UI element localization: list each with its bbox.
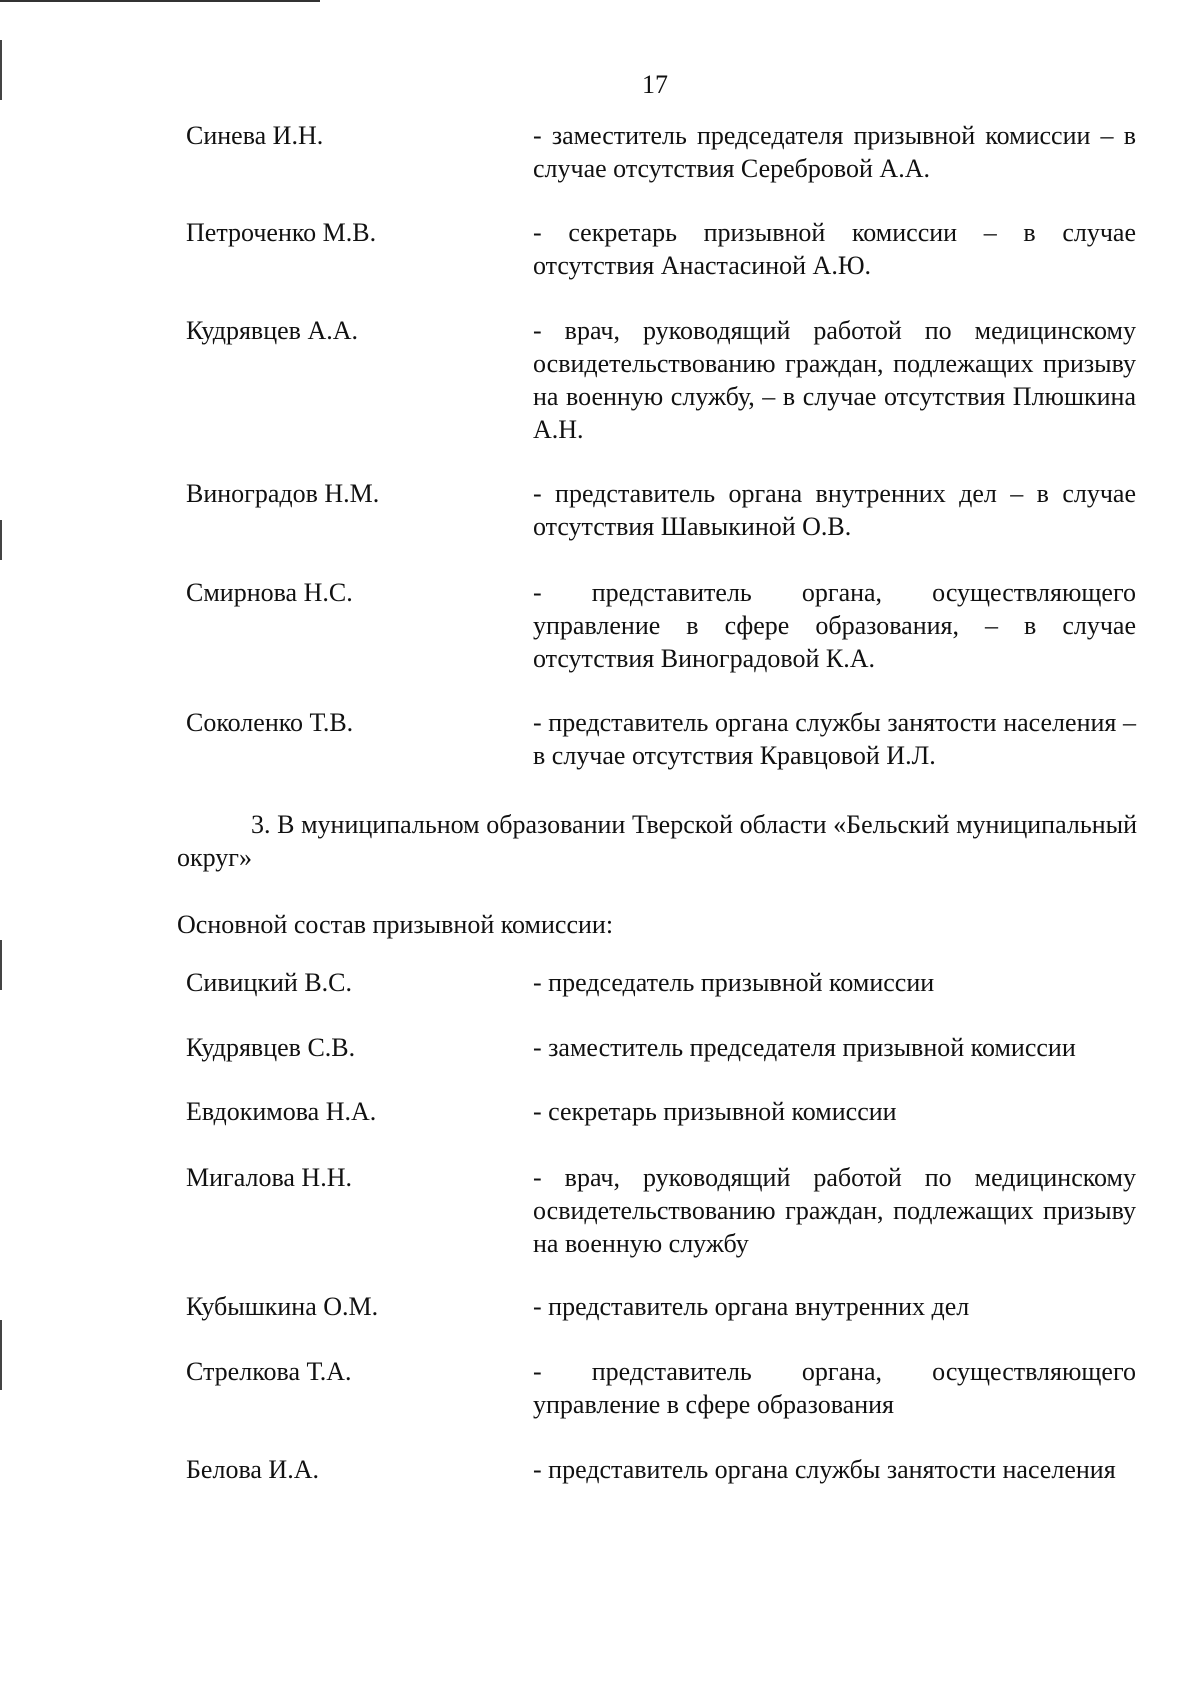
member-name: Белова И.А. (186, 1455, 319, 1484)
page-number: 17 (642, 70, 668, 99)
member-name: Виноградов Н.М. (186, 479, 380, 508)
member-role: - заместитель председателя призывной комиссии – в случае отсутствия Серебровой А.А. (533, 121, 1136, 183)
scan-edge-mark (0, 520, 2, 560)
section-subheading: Основной состав призывной комиссии: (177, 910, 614, 939)
member-name: Смирнова Н.С. (186, 578, 353, 607)
member-role: - представитель органа внутренних дел – в случае отсутствия Шавыкиной О.В. (533, 479, 1136, 541)
member-role: - врач, руководящий работой по медицинскому освидетельствованию граждан, подлежащих призыву на военную службу, – в случае отсутствия Плюшкина А.Н. (533, 316, 1136, 444)
member-role: - представитель органа службы занятости населения – в случае отсутствия Кравцовой И.Л. (533, 708, 1136, 770)
scan-edge-mark (0, 1320, 2, 1390)
member-name: Кудрявцев С.В. (186, 1033, 356, 1062)
member-role: - секретарь призывной комиссии – в случае отсутствия Анастасиной А.Ю. (533, 218, 1136, 280)
member-name: Соколенко Т.В. (186, 708, 354, 737)
member-name: Евдокимова Н.А. (186, 1097, 377, 1126)
member-name: Мигалова Н.Н. (186, 1163, 352, 1192)
member-role: - представитель органа службы занятости населения (533, 1455, 1116, 1484)
member-role: - представитель органа, осуществляющего управление в сфере образования (533, 1357, 1136, 1419)
member-role: - секретарь призывной комиссии (533, 1097, 897, 1126)
member-role: - заместитель председателя призывной комиссии (533, 1033, 1076, 1062)
scan-artifact-line (0, 0, 320, 2)
scan-edge-mark (0, 940, 2, 990)
member-role: - представитель органа, осуществляющего управление в сфере образования, – в случае отсутствия Виноградовой К.А. (533, 578, 1136, 673)
member-name: Кудрявцев А.А. (186, 316, 358, 345)
member-name: Синева И.Н. (186, 121, 324, 150)
member-role: - председатель призывной комиссии (533, 968, 935, 997)
member-name: Кубышкина О.М. (186, 1292, 379, 1321)
member-name: Сивицкий В.С. (186, 968, 353, 997)
member-name: Петроченко М.В. (186, 218, 377, 247)
member-name: Стрелкова Т.А. (186, 1357, 352, 1386)
member-role: - представитель органа внутренних дел (533, 1292, 970, 1321)
member-role: - врач, руководящий работой по медицинскому освидетельствованию граждан, подлежащих призыву на военную службу (533, 1163, 1136, 1258)
section-heading: 3. В муниципальном образовании Тверской области «Бельский муниципальный округ» (177, 810, 1137, 872)
